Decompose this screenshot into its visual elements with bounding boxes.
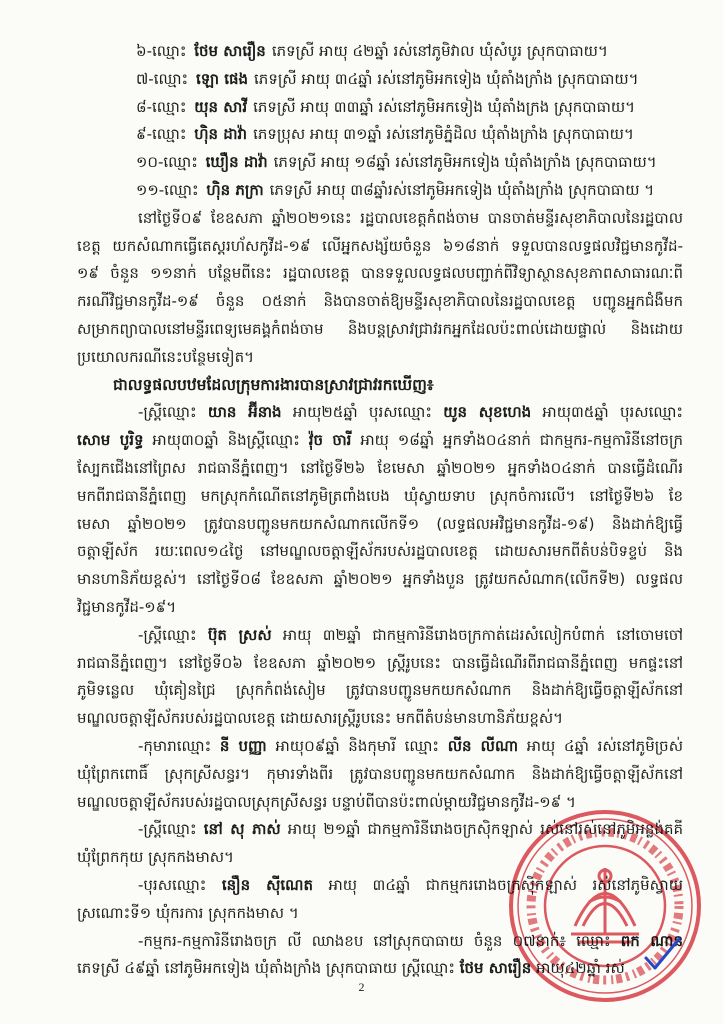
text-segment: ខេត្ត យកសំណាកធ្វើតេស្តរហ័សកូវីដ-១៩ លើអ្នកសង្ស័យចំនួន ៦១៨នាក់ ទទួលបានលទ្ធផលវិជ្ជមានកូវីដ-	[77, 236, 683, 255]
list-item	[136, 66, 686, 94]
person-name: នី បញ្ញា	[219, 736, 267, 755]
person-name: ហ៊ិន ភក្រា	[206, 180, 264, 199]
paragraph-line	[77, 260, 683, 288]
item-number: ៦-ឈ្មោះ	[136, 42, 187, 60]
person-name: យាន អ៊ីនាង	[207, 403, 282, 422]
list-item	[136, 177, 686, 205]
person-name: នៅ សុ ភាស់	[203, 820, 281, 839]
case-paragraph	[77, 733, 683, 816]
section-heading	[113, 372, 683, 400]
text-segment: មណ្ឌលចត្តាឡីស័ករបស់រដ្ឋបាលស្រុកស្រីសន្ធរ បន្ទាប់ពីបានប៉ះពាល់ម្តាយវិជ្ជមានកូវីដ-១៩ ។	[77, 792, 576, 811]
text-segment: នៅថ្ងៃទី០៩ ខែឧសភា ឆ្នាំ២០២១នេះ រដ្ឋបាលខេត្តកំពង់ចាម បានចាត់មន្ទីរសុខាភិបាលនៃរដ្ឋបាល	[138, 208, 683, 227]
text-segment: រាជធានីភ្នំពេញ។ នៅថ្ងៃទី០៦ ខែឧសភា ឆ្នាំ២០២១ ស្ត្រីរូបនេះ បានធ្វើដំណើរពីរាជធានីភ្នំពេញ មកផ្ទះនៅ	[77, 653, 683, 672]
paragraph-line	[77, 594, 683, 622]
page-number: 2	[358, 980, 365, 994]
list-item	[136, 149, 686, 177]
text-segment: -កម្មករ-កម្មការិនីរោងចក្រ លី ឈាងខប នៅស្រុកបាធាយ ចំនួន ០៧នាក់៖ ឈ្មោះ	[138, 931, 621, 950]
text-segment: អាយុ ១៨ឆ្នាំ អ្នកទាំង០៤នាក់ ជាកម្មករ-កម្មការិនីនៅចក្រ	[351, 431, 683, 450]
paragraph-line	[77, 288, 683, 316]
paragraph-line	[77, 677, 683, 705]
item-details: ភេទស្រី អាយុ ៤២ឆ្នាំ រស់នៅភូមិវាល ឃុំសំបូរ ស្រុកបាធាយ។	[271, 42, 608, 60]
line-text	[77, 650, 683, 678]
paragraph-line	[77, 205, 683, 233]
text-segment: មណ្ឌលចត្តាឡីស័ករបស់រដ្ឋបាលខេត្ត ដោយសារស្ត្រីរូបនេះ មកពីតំបន់មានហានិភ័យខ្ពស់។	[77, 709, 564, 728]
line-text	[77, 483, 683, 511]
person-name: យូន សុខហេង	[443, 403, 532, 422]
text-segment: ប្រយោលករណីនេះបន្ថែមទៀត។	[77, 347, 255, 366]
text-segment: អាយុ៤២ឆ្នាំ រស់	[531, 959, 625, 978]
line-text	[77, 233, 683, 261]
text-segment: មកពីរាជធានីភ្នំពេញ មកស្រុកកំណើតនៅភូមិត្រពាំងបេង ឃុំស្វាយទាប ស្រុកចំការលើ។ នៅថ្ងៃទី២៦ ខែ	[77, 486, 683, 505]
line-text	[77, 344, 683, 372]
paragraph-line	[77, 427, 683, 455]
text-segment: អាយុ ៣៤ឆ្នាំ ជាកម្មកររោងចក្រស៊ិកឡាស់ រស់នៅភូមិស្វាយ	[312, 875, 683, 894]
line-text	[77, 677, 683, 705]
person-name: លីន លីណា	[447, 736, 519, 755]
numbered-list	[0, 38, 723, 205]
text-segment: វិជ្ជមានកូវីដ-១៩។	[77, 597, 177, 616]
text-segment: -បុរសឈ្មោះ	[138, 875, 222, 894]
paragraph-line	[77, 566, 683, 594]
list-item-text	[136, 66, 686, 94]
paragraph-line	[77, 344, 683, 372]
official-seal	[505, 806, 705, 1006]
list-item	[136, 38, 686, 66]
item-details: ភេទស្រី អាយុ ៣៤ឆ្នាំ រស់នៅភូមិអកទៀង ឃុំតាំងក្រាំង ស្រុកបាធាយ។	[254, 69, 639, 88]
heading-text: ជាលទ្ធផលបឋមដែលក្រុមការងារបានស្រាវជ្រាវរកឃើញ៖	[113, 375, 434, 394]
person-name: យុន សាវី	[194, 97, 248, 116]
text-segment: ភូមិទន្លេល ឃុំគៀនជ្រៃ ស្រុកកំពង់សៀម ត្រូវបានបញ្ជូនមកយកសំណាក និងដាក់ឱ្យធ្វើចត្តាឡីស័កនៅ	[77, 681, 683, 700]
text-segment: មានហានិភ័យខ្ពស់។ នៅថ្ងៃទី០៨ ខែឧសភា ឆ្នាំ២០២១ អ្នកទាំងបួន ត្រូវយកសំណាក(លើកទី២) លទ្ធផល	[77, 570, 683, 589]
person-name: ប៊ុត ស្រស់	[207, 625, 272, 644]
line-text	[138, 205, 683, 233]
case-paragraph	[77, 399, 683, 621]
case-paragraph	[77, 622, 683, 733]
line-text	[77, 455, 683, 483]
item-details: ភេទប្រុស អាយុ ៣១ឆ្នាំ រស់នៅភូមិភ្នំដិល ឃុំតាំងក្រាំង ស្រុកបាធាយ។	[253, 125, 634, 144]
line-text	[77, 427, 683, 455]
text-segment: -ស្ត្រីឈ្មោះ	[138, 625, 208, 644]
list-item	[136, 121, 686, 149]
line-text	[77, 316, 683, 344]
paragraph-line	[77, 622, 683, 650]
text-segment: ចត្តាឡីស័ក រយៈពេល១៤ថ្ងៃ នៅមណ្ឌលចត្តាឡីស័ករបស់រដ្ឋបាលខេត្ត ដោយសារមកពីតំបន់បិទខ្ទប់ និង	[77, 542, 683, 561]
paragraph-line	[77, 761, 683, 789]
person-name: ឡោ ផេង	[195, 69, 249, 88]
checkmark-icon	[640, 934, 684, 974]
paragraph-line	[77, 455, 683, 483]
line-text	[77, 538, 683, 566]
item-details: ភេទស្រី អាយុ ៣៣ឆ្នាំ រស់នៅភូមិអកទៀង ឃុំតាំងក្រង ស្រុកបាធាយ។	[253, 97, 636, 116]
item-number: ៩-ឈ្មោះ	[136, 125, 187, 144]
text-segment: ស្រណោះទី១ ឃុំករការ ស្រុកកងមាស ។	[77, 903, 299, 922]
text-segment: -ស្ត្រីឈ្មោះ	[138, 403, 208, 422]
text-segment: ឃុំព្រែកពោធិ៍ ស្រុកស្រីសន្ធរ។ កុមារទាំងពីរ ត្រូវបានបញ្ជូនមកយកសំណាក និងដាក់ឱ្យធ្វើចត្តាឡីស័កនៅ	[77, 764, 683, 783]
paragraph-line	[77, 650, 683, 678]
text-segment: សម្រាកព្យាបាលនៅមន្ទីរពេទ្យមេគង្គកំពង់ចាម និងបន្តស្រាវជ្រាវរកអ្នកដែលប៉ះពាល់ដោយផ្ទាល់ និងដោយ	[77, 319, 683, 338]
text-segment: អាយុ ២១ឆ្នាំ ជាកម្មការិនីរោងចក្រស៊ិកឡាស់ រស់នៅរស់នៅភូមិអន្លង់គគី	[280, 820, 683, 839]
list-item-text	[136, 121, 686, 149]
item-number: ៨-ឈ្មោះ	[136, 97, 187, 116]
item-number: ១០-ឈ្មោះ	[136, 153, 198, 172]
person-name: ហ៊ិន ដាវ៉ា	[194, 125, 248, 144]
line-text	[138, 733, 683, 761]
list-item-text	[136, 177, 686, 205]
line-text	[77, 260, 683, 288]
line-text	[77, 594, 683, 622]
line-text	[77, 566, 683, 594]
paragraph-line	[77, 511, 683, 539]
list-item	[136, 94, 686, 122]
paragraph-line	[77, 538, 683, 566]
line-text	[138, 399, 683, 427]
paragraph-line	[77, 483, 683, 511]
paragraph-line	[77, 733, 683, 761]
text-segment: ភេទស្រី ៤៩ឆ្នាំ នៅភូមិអកទៀង ឃុំតាំងក្រាំង ស្រុកបាធាយ ស្ត្រីឈ្មោះ	[77, 959, 460, 978]
person-name: វ៉ុច ចារី	[308, 431, 352, 450]
text-segment: ស្បែកជើងនៅព្រៃស រាជធានីភ្នំពេញ។ នៅថ្ងៃទី២៦ ខែមេសា ឆ្នាំ២០២១ អ្នកទាំង០៤នាក់ បានធ្វើដំណើរ	[77, 458, 683, 477]
text-segment: ១៩ ចំនួន ១១នាក់ បន្ថែមពីនេះ រដ្ឋបាលខេត្ត បានទទួលលទ្ធផលបញ្ជាក់ពីវិទ្យាស្ថានសុខភាពសាធារណៈពី	[77, 264, 683, 283]
text-segment: -កុមារាឈ្មោះ	[138, 736, 220, 755]
text-segment: អាយុ០៩ឆ្នាំ និងកុមារី ឈ្មោះ	[266, 736, 448, 755]
text-segment: ឃុំព្រែកកុយ ស្រុកកងមាស។	[77, 848, 234, 867]
item-details: ភេទស្រី អាយុ ៣៨ឆ្នាំរស់នៅភូមិអកទៀង ឃុំតាំងក្រាំង ស្រុកបាធាយ ។	[269, 180, 655, 199]
paragraph-line	[77, 399, 683, 427]
seal-emblem	[571, 868, 639, 942]
list-item-text	[136, 94, 686, 122]
line-text	[77, 511, 683, 539]
person-name: ឃឿន ដាវ៉ា	[205, 153, 268, 172]
item-number: ៧-ឈ្មោះ	[136, 69, 189, 88]
paragraph-line	[77, 233, 683, 261]
text-segment: មេសា ឆ្នាំ២០២១ ត្រូវបានបញ្ជូនមកយកសំណាកលើកទី១ (លទ្ធផលអវិជ្ជមានកូវីដ-១៩) និងដាក់ឱ្យធ្វើ	[77, 514, 683, 533]
text-segment: ករណីវិជ្ជមានកូវីដ-១៩ ចំនួន ០៥នាក់ និងបានចាត់ឱ្យមន្ទីរសុខាភិបាលនៃរដ្ឋបាលខេត្ត បញ្ជូនអ្នកជំងឺមក	[77, 292, 683, 311]
intro-paragraph	[77, 205, 683, 372]
text-segment: អាយុ៣៥ឆ្នាំ បុរសឈ្មោះ	[531, 403, 683, 422]
line-text	[138, 622, 683, 650]
person-name: សោម បូរិទ្ធ	[77, 431, 144, 450]
line-text	[77, 705, 683, 733]
list-item-text	[136, 38, 686, 66]
text-segment: -ស្ត្រីឈ្មោះ	[138, 820, 204, 839]
text-segment: អាយុ៣០ឆ្នាំ និងស្ត្រីឈ្មោះ	[143, 431, 309, 450]
line-text	[77, 288, 683, 316]
list-item-text	[136, 149, 686, 177]
person-name: នឿន ស៊ីណេត	[221, 875, 313, 894]
paragraph-line	[77, 705, 683, 733]
item-number: ១១-ឈ្មោះ	[136, 180, 199, 199]
line-text	[77, 761, 683, 789]
paragraph-line	[77, 316, 683, 344]
text-segment: អាយុ ៤ឆ្នាំ រស់នៅភូមិច្រស់	[518, 736, 683, 755]
item-details: ភេទស្រី អាយុ ១៨ឆ្នាំ រស់នៅភូមិអកទៀង ឃុំតាំងក្រាំង ស្រុកបាធាយ។	[273, 153, 657, 172]
person-name: ពក ណាន	[620, 931, 683, 950]
person-name: ថែម សារឿន	[459, 959, 532, 978]
text-segment: អាយុ២៥ឆ្នាំ បុរសឈ្មោះ	[281, 403, 444, 422]
person-name: ថែម សារឿន	[194, 42, 266, 60]
text-segment: អាយុ ៣២ឆ្នាំ ជាកម្មការិនីរោងចក្រកាត់ដេរសំលៀកបំពាក់ នៅចោមចៅ	[271, 625, 683, 644]
